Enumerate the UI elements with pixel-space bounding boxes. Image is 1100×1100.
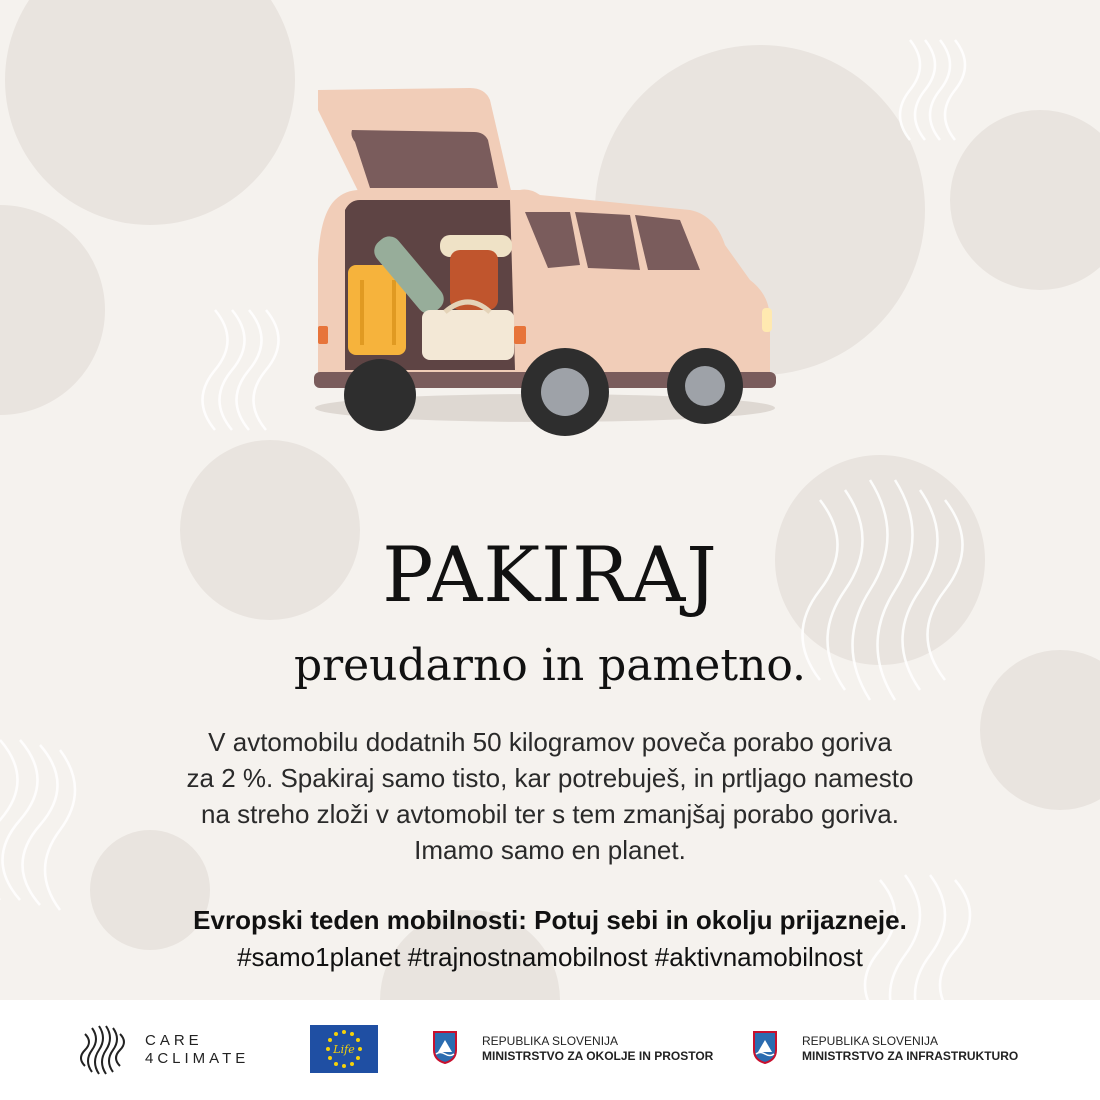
care4climate-icon [80, 1024, 130, 1076]
eu-life-label: Life [333, 1043, 355, 1056]
car-with-luggage-illustration [300, 80, 790, 440]
care4climate-line1: CARE [145, 1032, 203, 1049]
subheadline: preudarno in pametno. [293, 640, 807, 691]
ministry-environment-line2: MINISTRSTVO ZA OKOLJE IN PROSTOR [482, 1049, 714, 1063]
body-line: za 2 %. Spakiraj samo tisto, kar potrebuješ, in prtljago namesto [186, 763, 914, 793]
ministry-infrastructure-line2: MINISTRSTVO ZA INFRASTRUKTURO [802, 1049, 1019, 1063]
eu-life-logo [310, 1025, 378, 1073]
footer-logos [0, 1000, 1100, 1100]
slovenia-crest-icon [752, 1030, 778, 1064]
ministry-infrastructure-line1: REPUBLIKA SLOVENIJA [802, 1034, 939, 1048]
headline: PAKIRAJ [382, 530, 718, 619]
care4climate-line2: 4CLIMATE [145, 1050, 250, 1067]
body-line: V avtomobilu dodatnih 50 kilogramov poveča porabo goriva [208, 727, 892, 757]
slovenia-crest-icon [432, 1030, 458, 1064]
care4climate-logo [80, 1024, 280, 1076]
body-text [100, 724, 1000, 868]
body-line: na streho zloži v avtomobil ter s tem zmanjšaj porabo goriva. [201, 799, 899, 829]
body-line: Imamo samo en planet. [414, 835, 686, 865]
campaign-slogan: Evropski teden mobilnosti: Potuj sebi in okolju prijazneje. [193, 905, 907, 935]
hashtags: #samo1planet #trajnostnamobilnost #aktivnamobilnost [237, 942, 863, 972]
ministry-environment-line1: REPUBLIKA SLOVENIJA [482, 1034, 619, 1048]
